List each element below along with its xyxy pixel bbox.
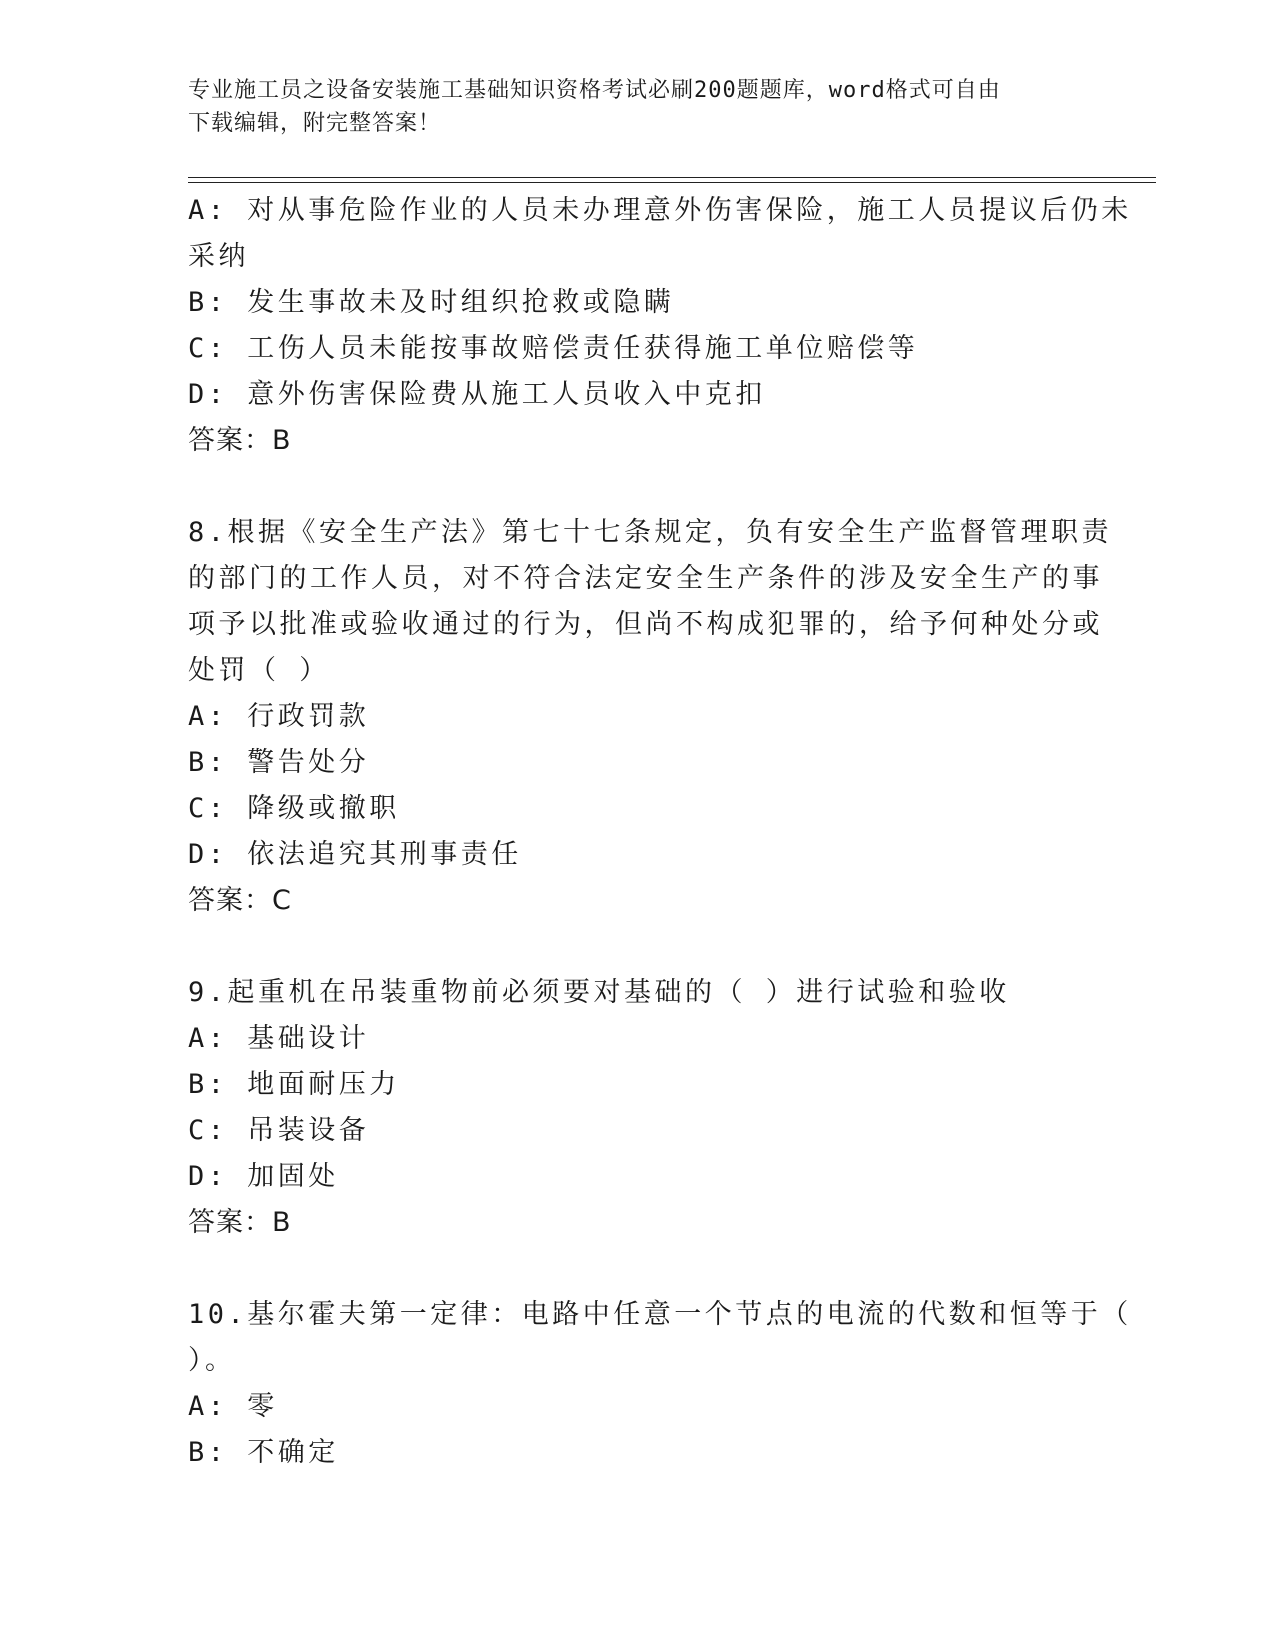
option-d: D: 意外伤害保险费从施工人员收入中克扣 (188, 379, 766, 410)
option-b: B: 警告处分 (188, 747, 370, 778)
option-b: B: 地面耐压力 (188, 1069, 400, 1100)
question-stem-line-4: 处罚（ ） (188, 655, 330, 686)
answer-line: 答案：B (188, 1207, 292, 1238)
option-b: B: 发生事故未及时组织抢救或隐瞒 (188, 287, 675, 318)
header-divider-bottom (188, 182, 1156, 183)
spacer (188, 1246, 1088, 1292)
option-a-line-1: A: 对从事危险作业的人员未办理意外伤害保险，施工人员提议后仍未 (188, 195, 1132, 226)
question-9 (188, 970, 1088, 1246)
option-d: D: 依法追究其刑事责任 (188, 839, 522, 870)
question-7 (188, 188, 1132, 464)
question-stem-line-1: 10.基尔霍夫第一定律：电路中任意一个节点的电流的代数和恒等于（ (188, 1299, 1132, 1330)
question-list (188, 188, 1132, 1476)
option-a: A: 基础设计 (188, 1023, 370, 1054)
option-a: A: 行政罚款 (188, 701, 370, 732)
option-c: C: 降级或撤职 (188, 793, 400, 824)
question-10 (188, 1292, 1132, 1476)
answer-line: 答案：C (188, 885, 292, 916)
question-stem-line-2: 的部门的工作人员，对不符合法定安全生产条件的涉及安全生产的事 (188, 563, 1103, 594)
option-c: C: 工伤人员未能按事故赔偿责任获得施工单位赔偿等 (188, 333, 919, 364)
header-divider-top (188, 177, 1156, 178)
option-a: A: 零 (188, 1391, 278, 1422)
answer-line: 答案：B (188, 425, 292, 456)
spacer (188, 924, 1088, 970)
option-d: D: 加固处 (188, 1161, 339, 1192)
question-stem-line-2: ）。 (188, 1345, 236, 1376)
option-c: C: 吊装设备 (188, 1115, 370, 1146)
option-a-line-2: 采纳 (188, 241, 249, 272)
question-8 (188, 510, 1113, 924)
question-stem-line-1: 9.起重机在吊装重物前必须要对基础的（ ）进行试验和验收 (188, 977, 1010, 1008)
header-line-1: 专业施工员之设备安装施工基础知识资格考试必刷200题题库，word格式可自由 (188, 78, 1001, 103)
spacer (188, 464, 1088, 510)
question-stem-line-1: 8.根据《安全生产法》第七十七条规定，负有安全生产监督管理职责 (188, 517, 1113, 548)
option-b: B: 不确定 (188, 1437, 339, 1468)
question-stem-line-3: 项予以批准或验收通过的行为，但尚不构成犯罪的，给予何种处分或 (188, 609, 1103, 640)
header-line-2: 下载编辑，附完整答案！ (188, 111, 442, 136)
document-header (188, 74, 1068, 140)
